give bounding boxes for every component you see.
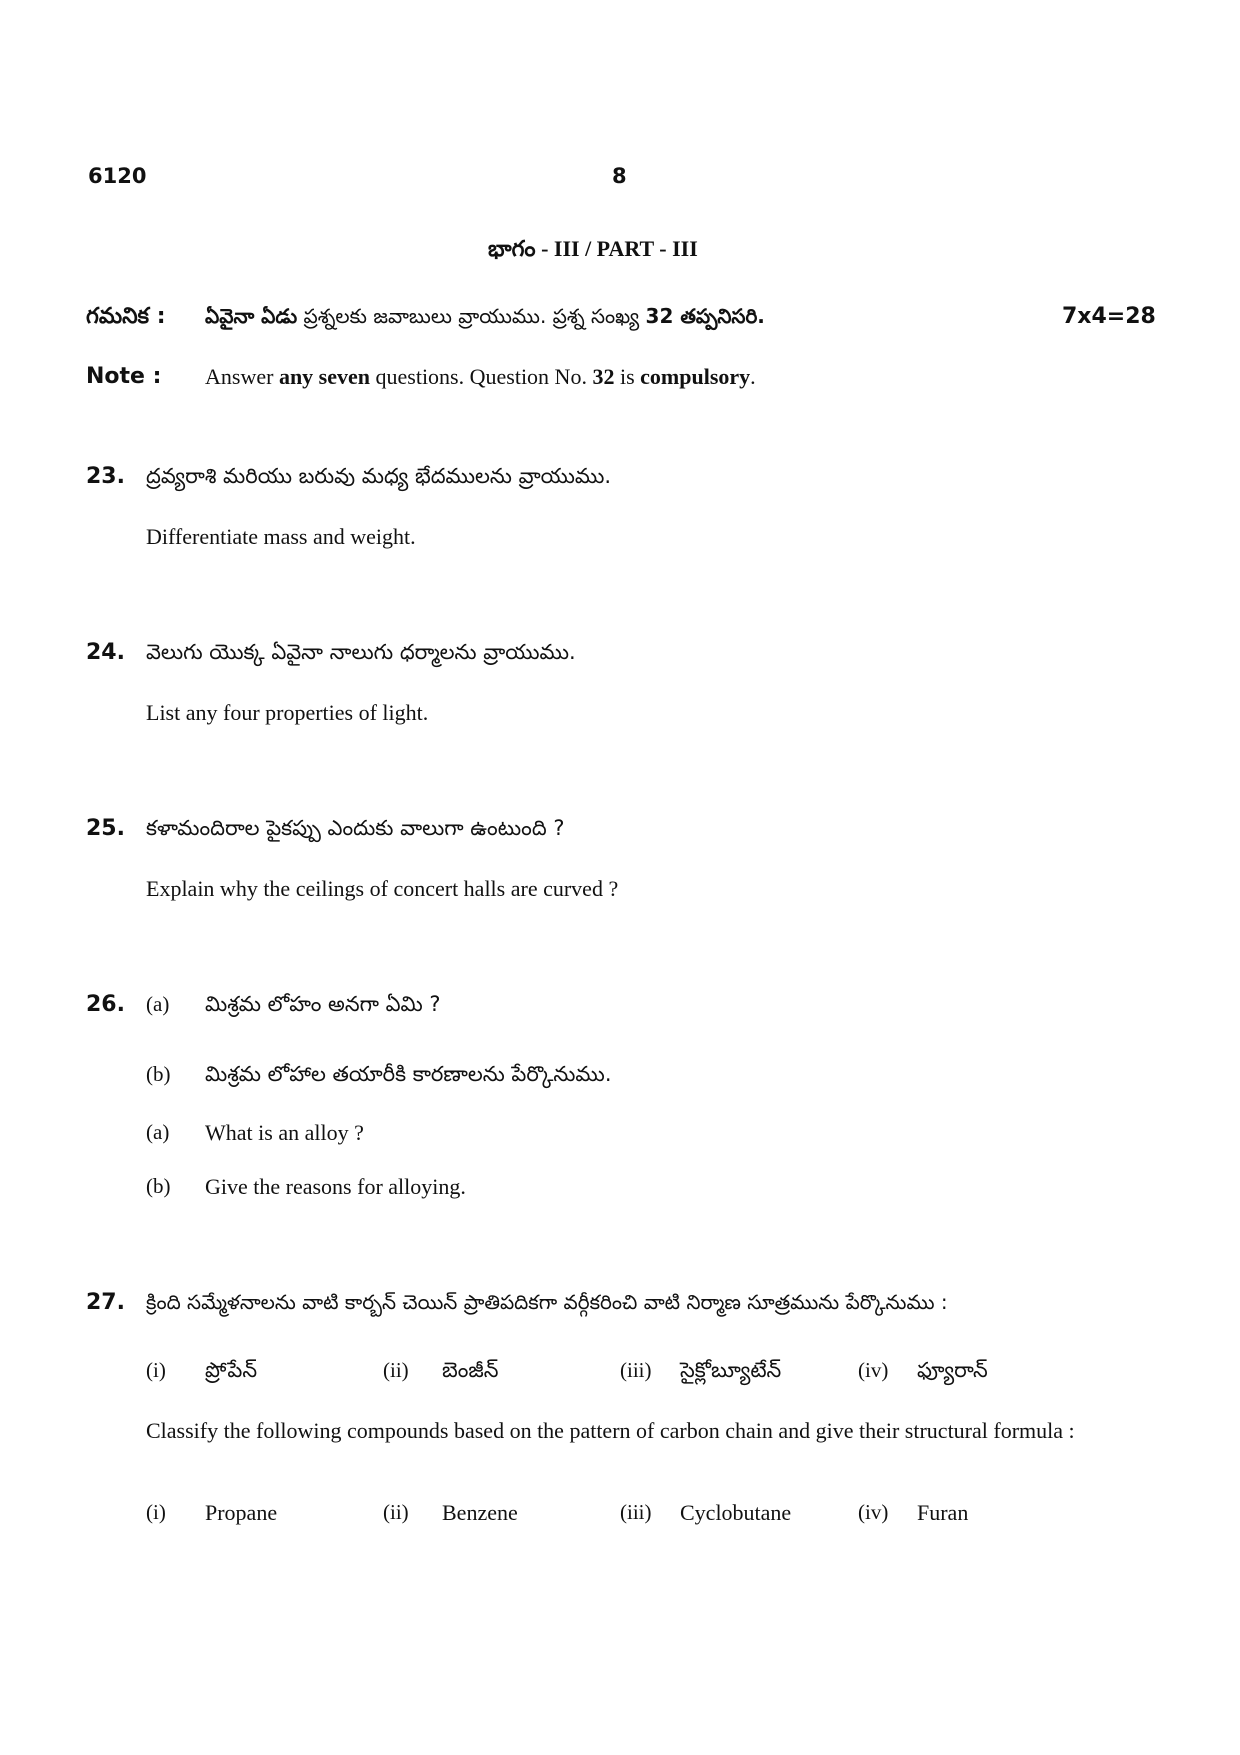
question-number-25: 25. bbox=[86, 816, 125, 841]
question-27-telugu: క్రింది సమ్మేళనాలను వాటి కార్బన్ చెయిన్ ప్రాతిపదికగా వర్గీకరించి వాటి నిర్మాణ సూత్రమును పేర్కొనుము : bbox=[146, 1290, 948, 1314]
note-part-5: is bbox=[614, 364, 641, 389]
option-label: (iv) bbox=[858, 1358, 889, 1382]
question-26-part-text: మిశ్రమ లోహం అనగా ఏమి ? bbox=[205, 992, 441, 1016]
option-text: ప్రోపేన్ bbox=[205, 1358, 258, 1382]
question-number-24: 24. bbox=[86, 640, 125, 665]
option-text: Furan bbox=[917, 1500, 969, 1525]
option-text: Cyclobutane bbox=[680, 1500, 792, 1525]
question-26-part-text: మిశ్రమ లోహాల తయారీకి కారణాలను పేర్కొనుము. bbox=[205, 1062, 612, 1086]
note-part-1: Answer bbox=[205, 364, 279, 389]
question-24-english: List any four properties of light. bbox=[146, 700, 429, 725]
question-25-telugu: కళామందిరాల పైకప్పు ఎందుకు వాలుగా ఉంటుంది ? bbox=[146, 816, 565, 840]
option-text: బెంజీన్ bbox=[442, 1358, 499, 1382]
question-26-part-label: (a) bbox=[146, 992, 170, 1016]
option-text: Benzene bbox=[442, 1500, 518, 1525]
question-26-part-label: (a) bbox=[146, 1120, 170, 1144]
note-any-seven: any seven bbox=[278, 364, 370, 389]
question-24-telugu: వెలుగు యొక్క ఏవైనా నాలుగు ధర్మాలను వ్రాయుము. bbox=[146, 640, 576, 664]
option-label: (ii) bbox=[383, 1358, 409, 1382]
question-number-27: 27. bbox=[86, 1290, 125, 1315]
question-number-23: 23. bbox=[86, 464, 125, 489]
option-label: (iv) bbox=[858, 1500, 889, 1524]
question-26-part-text: What is an alloy ? bbox=[205, 1120, 364, 1145]
option-label: (i) bbox=[146, 1500, 166, 1524]
question-23-telugu: ద్రవ్యరాశి మరియు బరువు మధ్య భేదములను వ్రాయుము. bbox=[146, 464, 612, 488]
option-label: (i) bbox=[146, 1358, 166, 1382]
option-text: ఫ్యూరాన్ bbox=[917, 1358, 988, 1382]
option-text: Propane bbox=[205, 1500, 278, 1525]
marks-scheme: 7x4=28 bbox=[1062, 304, 1156, 329]
telugu-note-mid: ప్రశ్నలకు జవాబులు వ్రాయుము. ప్రశ్న సంఖ్య bbox=[297, 304, 646, 328]
telugu-note-label: గమనిక : bbox=[86, 304, 166, 329]
page-number: 8 bbox=[612, 164, 627, 188]
option-label: (iii) bbox=[620, 1358, 652, 1382]
note-part-7: . bbox=[750, 364, 756, 389]
telugu-note-text bbox=[205, 304, 765, 333]
telugu-note-emph: ఏవైనా ఏడు bbox=[205, 304, 298, 328]
english-note-label: Note : bbox=[86, 364, 162, 389]
question-23-english: Differentiate mass and weight. bbox=[146, 524, 416, 549]
option-text: సైక్లోబ్యూటేన్ bbox=[680, 1358, 782, 1382]
question-25-english: Explain why the ceilings of concert halls are curved ? bbox=[146, 876, 619, 901]
question-26-part-label: (b) bbox=[146, 1174, 171, 1198]
english-note-text bbox=[205, 364, 756, 390]
question-26-part-text: Give the reasons for alloying. bbox=[205, 1174, 466, 1199]
question-27-english: Classify the following compounds based on the pattern of carbon chain and give their structural formula : bbox=[146, 1418, 1075, 1443]
paper-code: 6120 bbox=[88, 164, 147, 188]
telugu-note-compulsory: 32 తప్పనిసరి. bbox=[645, 304, 765, 328]
option-label: (ii) bbox=[383, 1500, 409, 1524]
note-part-3: questions. Question No. bbox=[370, 364, 593, 389]
note-question-number: 32 bbox=[592, 364, 615, 389]
question-26-part-label: (b) bbox=[146, 1062, 171, 1086]
part-title: భాగం - III / PART - III bbox=[488, 236, 698, 261]
option-label: (iii) bbox=[620, 1500, 652, 1524]
question-number-26: 26. bbox=[86, 992, 125, 1017]
note-compulsory: compulsory bbox=[640, 364, 751, 389]
